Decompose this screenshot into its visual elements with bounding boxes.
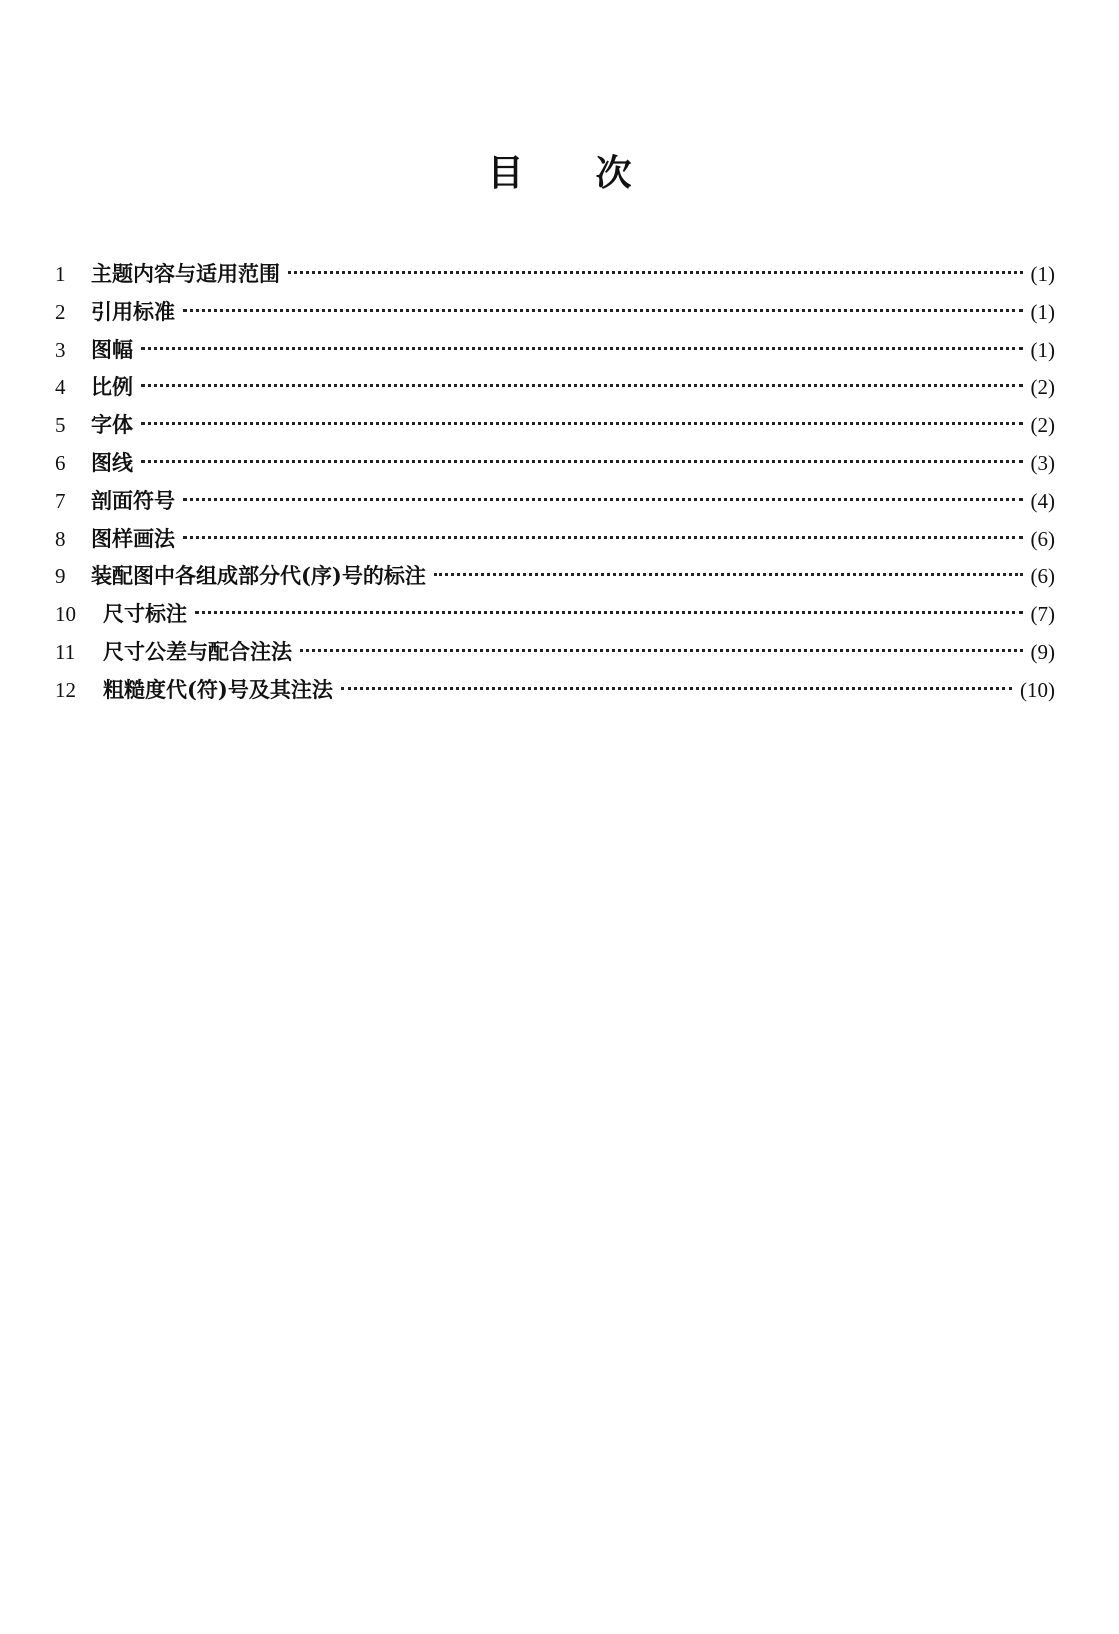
toc-entry-12 [55,671,1055,709]
toc-entry-title: 尺寸公差与配合注法 [103,638,292,664]
toc-entry-page: (1) [1030,262,1055,286]
dot-leader [341,671,1012,697]
toc-entry-title: 主题内容与适用范围 [91,261,280,286]
toc-entry-10 [55,595,1055,633]
toc-entry-number: 3 [55,337,66,362]
toc-entry-title: 比例 [91,374,133,400]
toc-entry-number: 1 [55,262,66,286]
toc-entry-2 [55,293,1055,331]
toc-entry-title: 装配图中各组成部分代(序)号的标注 [91,563,426,589]
toc-entry-7 [55,482,1055,520]
toc-entry-11 [55,633,1055,671]
toc-entry-page: (6) [1030,526,1055,551]
dot-leader [288,255,1023,281]
toc-entry-page: (10) [1020,677,1055,702]
toc-entry-number: 7 [55,488,66,513]
table-of-contents [55,255,1055,709]
toc-entry-page: (1) [1030,299,1055,324]
toc-entry-page: (2) [1030,413,1055,438]
toc-entry-6 [55,444,1055,482]
dot-leader [183,482,1023,508]
toc-entry-4 [55,368,1055,406]
toc-entry-page: (1) [1030,337,1055,362]
toc-entry-title: 字体 [91,412,133,438]
dot-leader [183,293,1023,319]
page-title [0,150,1119,198]
toc-entry-number: 5 [55,413,66,438]
dot-leader [141,444,1023,470]
dot-leader [141,406,1023,432]
toc-entry-title: 图幅 [91,336,133,362]
toc-entry-1 [55,255,1055,293]
toc-entry-page: (3) [1030,450,1055,475]
toc-entry-page: (4) [1030,488,1055,513]
toc-entry-page: (9) [1030,639,1055,664]
toc-entry-page: (2) [1030,375,1055,400]
toc-entry-3 [55,331,1055,369]
toc-entry-page: (6) [1030,564,1055,589]
toc-entry-number: 6 [55,450,66,475]
title-char-right: 次 [595,153,632,194]
toc-entry-title: 图样画法 [91,525,175,551]
toc-entry-number: 9 [55,564,66,589]
title-char-left: 目 [487,153,524,194]
toc-entry-9 [55,557,1055,595]
toc-entry-number: 12 [55,677,76,702]
toc-entry-title: 尺寸标注 [103,601,187,627]
toc-entry-number: 4 [55,375,66,400]
toc-entry-5 [55,406,1055,444]
toc-entry-page: (7) [1030,602,1055,627]
toc-entry-number: 10 [55,602,76,627]
toc-entry-title: 剖面符号 [91,487,175,513]
toc-entry-title: 粗糙度代(符)号及其注法 [103,676,333,702]
dot-leader [434,557,1023,583]
toc-entry-title: 引用标准 [91,298,175,324]
dot-leader [141,331,1023,357]
dot-leader [183,520,1023,546]
dot-leader [300,633,1023,659]
toc-entry-8 [55,520,1055,558]
toc-entry-number: 11 [55,639,76,664]
dot-leader [141,368,1023,394]
toc-entry-number: 8 [55,526,66,551]
dot-leader [195,595,1023,621]
toc-entry-title: 图线 [91,449,133,475]
toc-entry-number: 2 [55,299,66,324]
